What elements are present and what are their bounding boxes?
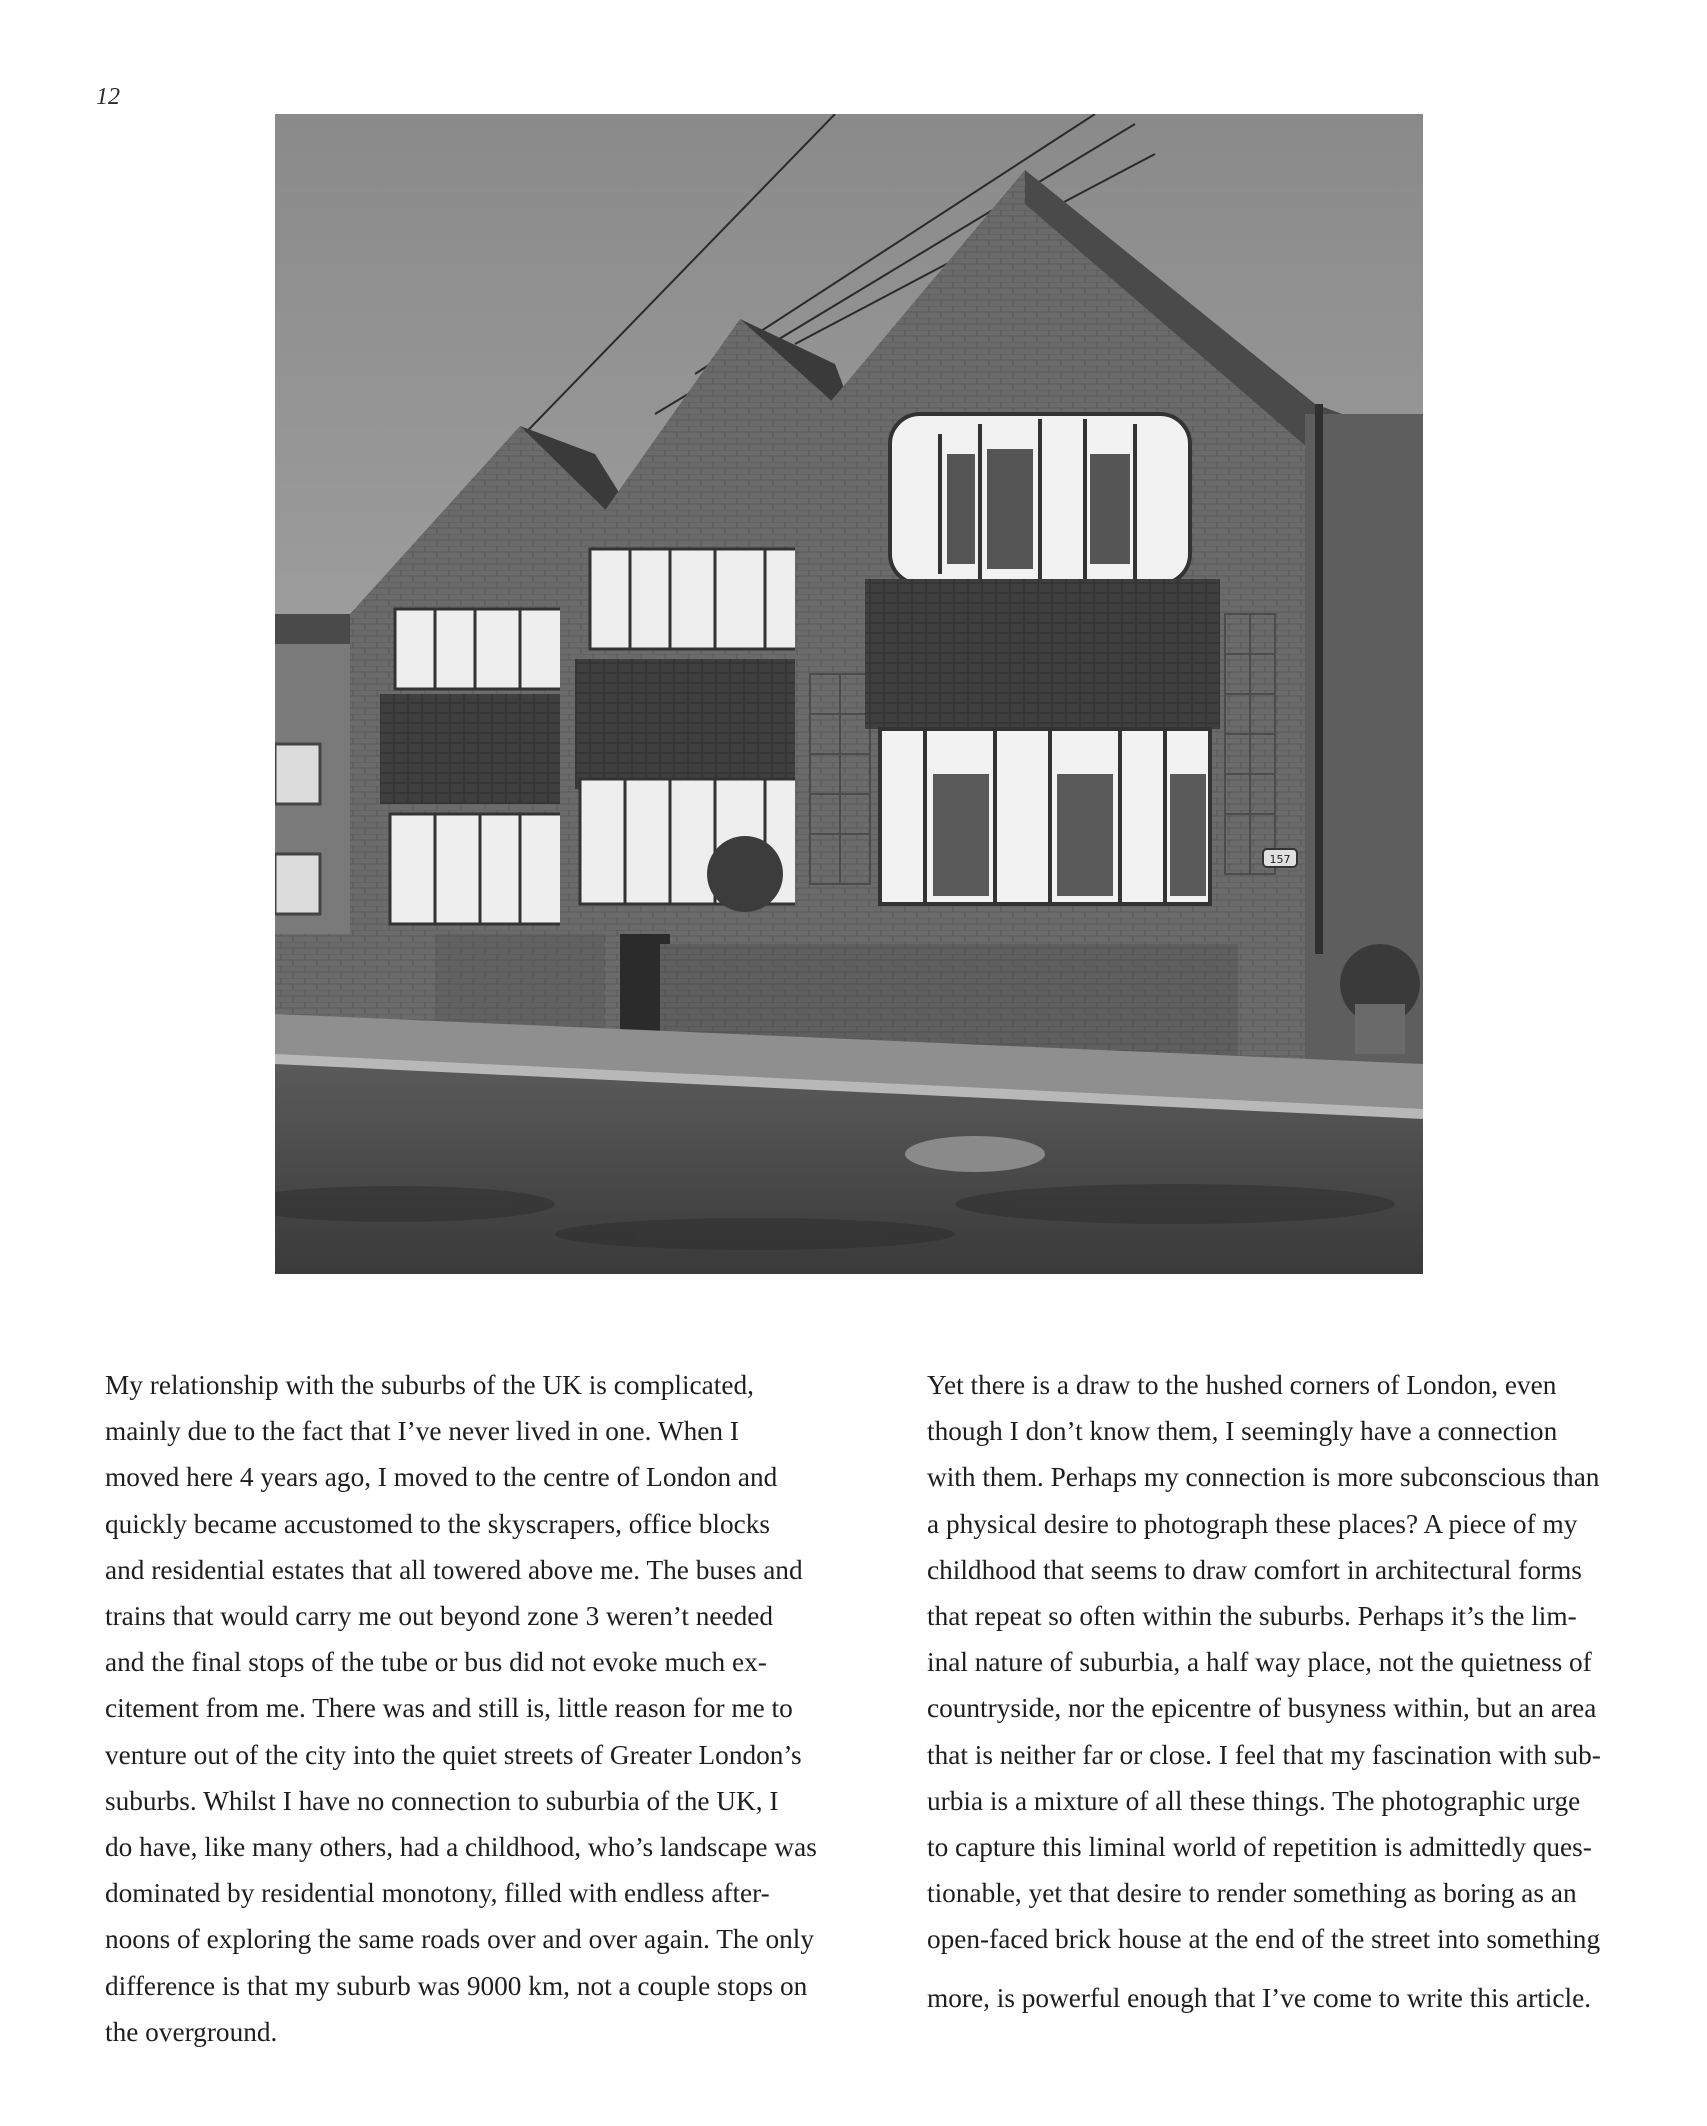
article-left-column <box>105 1362 885 2055</box>
article-line: that repeat so often within the suburbs. Perhaps it’s the lim- <box>927 1601 1577 1632</box>
article-line: trains that would carry me out beyond zone 3 weren’t needed <box>105 1601 774 1632</box>
article-line: moved here 4 years ago, I moved to the centre of London and <box>105 1462 778 1493</box>
article-line: and the final stops of the tube or bus did not evoke much ex- <box>105 1647 767 1678</box>
article-line: though I don’t know them, I seemingly have a connection <box>927 1416 1558 1447</box>
tile-hung-bay <box>865 579 1220 729</box>
article-line: citement from me. There was and still is, little reason for me to <box>105 1693 793 1724</box>
article-line: that is neither far or close. I feel that my fascination with sub- <box>927 1739 1601 1770</box>
article-line: to capture this liminal world of repetition is admittedly ques- <box>927 1832 1592 1863</box>
article-line: venture out of the city into the quiet streets of Greater London’s <box>105 1739 802 1770</box>
page-number: 12 <box>96 84 120 110</box>
article-line: noons of exploring the same roads over and over again. The only <box>105 1924 815 1955</box>
article-line: suburbs. Whilst I have no connection to suburbia of the UK, I <box>105 1785 779 1816</box>
article-line: do have, like many others, had a childhood, who’s landscape was <box>105 1832 817 1863</box>
article-line: dominated by residential monotony, filled with endless after- <box>105 1878 770 1909</box>
article-line: My relationship with the suburbs of the UK is complicated, <box>105 1370 754 1400</box>
article-line: mainly due to the fact that I’ve never lived in one. When I <box>105 1416 739 1447</box>
house-number: 157 <box>1269 853 1291 866</box>
article-line: and residential estates that all towered above me. The buses and <box>105 1554 803 1585</box>
article-line: countryside, nor the epicentre of busyness within, but an area <box>927 1693 1597 1724</box>
article-line: the overground. <box>105 2016 278 2047</box>
photo-illustration <box>275 114 1423 1274</box>
article-line: open-faced brick house at the end of the street into something <box>927 1924 1601 1955</box>
article-right-column <box>927 1362 1662 2021</box>
article-line: Yet there is a draw to the hushed corners of London, even <box>927 1370 1557 1400</box>
article-line: more, is powerful enough that I’ve come to write this article. <box>927 1982 1592 2013</box>
article-line: a physical desire to photograph these places? A piece of my <box>927 1508 1578 1539</box>
article-line: quickly became accustomed to the skyscrapers, office blocks <box>105 1508 771 1539</box>
article-line: tionable, yet that desire to render something as boring as an <box>927 1878 1577 1909</box>
photo-suburban-houses <box>275 114 1423 1274</box>
article-line: difference is that my suburb was 9000 km, not a couple stops on <box>105 1970 808 2001</box>
article-line: inal nature of suburbia, a half way place, not the quietness of <box>927 1647 1592 1678</box>
lower-bay-window <box>880 729 1210 904</box>
article-line: childhood that seems to draw comfort in architectural forms <box>927 1554 1582 1585</box>
article-line: with them. Perhaps my connection is more subconscious than <box>927 1462 1600 1493</box>
article-line: urbia is a mixture of all these things. The photographic urge <box>927 1785 1581 1816</box>
